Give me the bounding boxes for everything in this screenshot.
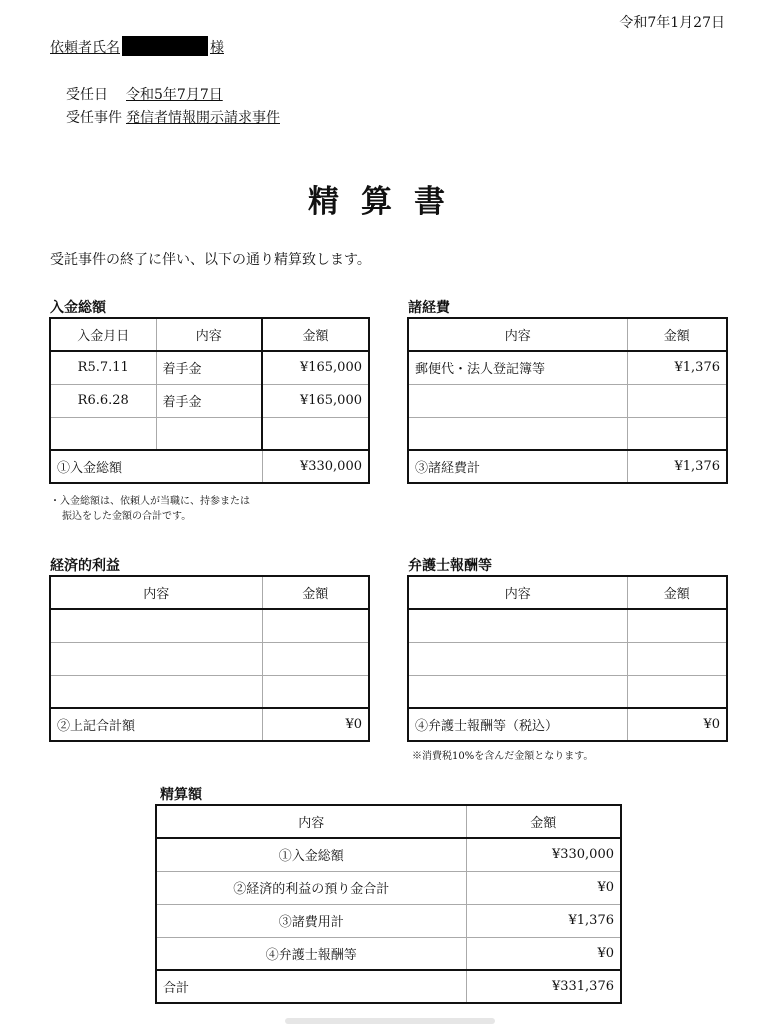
economic-benefit-heading: 経済的利益 xyxy=(50,558,120,574)
settlement-amount: ¥0 xyxy=(466,937,621,970)
table-row xyxy=(156,871,621,904)
col-expense-item: 内容 xyxy=(408,318,627,351)
benefit-item xyxy=(50,675,262,708)
fee-amount xyxy=(627,642,727,675)
settlement-total-amount: ¥331,376 xyxy=(466,970,621,1003)
deposit-amount: ¥165,000 xyxy=(262,384,369,417)
deposit-note xyxy=(50,494,250,524)
deposit-date xyxy=(50,417,156,450)
acceptance-date-value: 令和5年7月7日 xyxy=(126,87,223,103)
table-row xyxy=(156,838,621,871)
table-row xyxy=(50,609,369,642)
table-row xyxy=(50,675,369,708)
settlement-item: ②経済的利益の預り金合計 xyxy=(156,871,466,904)
benefit-total-label: ②上記合計額 xyxy=(50,708,262,741)
attorney-fees-heading: 弁護士報酬等 xyxy=(408,558,492,574)
expense-total-amount: ¥1,376 xyxy=(627,450,727,483)
case-name: 発信者情報開示請求事件 xyxy=(126,110,280,126)
deposits-heading: 入金総額 xyxy=(50,300,106,316)
fee-amount xyxy=(627,675,727,708)
expense-item: 郵便代・法人登記簿等 xyxy=(408,351,627,384)
deposit-date: R6.6.28 xyxy=(50,384,156,417)
table-row xyxy=(408,609,727,642)
expense-amount xyxy=(627,417,727,450)
settlement-item: ④弁護士報酬等 xyxy=(156,937,466,970)
settlement-heading: 精算額 xyxy=(160,787,202,803)
table-row xyxy=(408,351,727,384)
table-row xyxy=(50,642,369,675)
col-deposit-item: 内容 xyxy=(156,318,262,351)
benefit-total-amount: ¥0 xyxy=(262,708,369,741)
benefit-amount xyxy=(262,609,369,642)
expense-total-row xyxy=(408,450,727,483)
deposit-total-amount: ¥330,000 xyxy=(262,450,369,483)
attorney-fees-table xyxy=(407,575,728,742)
table-row xyxy=(408,384,727,417)
col-benefit-item: 内容 xyxy=(50,576,262,609)
fee-total-row xyxy=(408,708,727,741)
settlement-total-row xyxy=(156,970,621,1003)
deposits-table xyxy=(49,317,370,484)
col-settlement-amount: 金額 xyxy=(466,805,621,838)
deposit-amount: ¥165,000 xyxy=(262,351,369,384)
expenses-heading: 諸経費 xyxy=(408,300,450,316)
benefit-item xyxy=(50,642,262,675)
settlement-amount: ¥1,376 xyxy=(466,904,621,937)
fee-total-label: ④弁護士報酬等（税込） xyxy=(408,708,627,741)
settlement-total-label: 合計 xyxy=(156,970,466,1003)
table-row xyxy=(408,675,727,708)
expenses-table xyxy=(407,317,728,484)
client-label: 依頼者氏名 xyxy=(50,40,120,56)
deposit-date: R5.7.11 xyxy=(50,351,156,384)
tax-note: ※消費税10%を含んだ金額となります。 xyxy=(412,751,594,762)
expense-amount: ¥1,376 xyxy=(627,351,727,384)
benefit-amount xyxy=(262,642,369,675)
settlement-table xyxy=(155,804,622,1004)
lead-text: 受託事件の終了に伴い、以下の通り精算致します。 xyxy=(50,252,371,268)
fee-total-amount: ¥0 xyxy=(627,708,727,741)
expense-item xyxy=(408,417,627,450)
deposit-total-label: ①入金総額 xyxy=(50,450,262,483)
table-row xyxy=(50,417,369,450)
deposit-item: 着手金 xyxy=(156,351,262,384)
settlement-amount: ¥330,000 xyxy=(466,838,621,871)
acceptance-date-label: 受任日 xyxy=(66,87,108,103)
document-date: 令和7年1月27日 xyxy=(619,15,725,31)
deposit-total-row xyxy=(50,450,369,483)
benefit-total-row xyxy=(50,708,369,741)
benefit-amount xyxy=(262,675,369,708)
deposit-amount xyxy=(262,417,369,450)
benefit-item xyxy=(50,609,262,642)
case-line xyxy=(66,107,280,127)
document-title: 精算書 xyxy=(308,184,467,220)
page-bottom-shadow xyxy=(285,1018,495,1024)
fee-amount xyxy=(627,609,727,642)
deposit-note-line2: 振込をした金額の合計です。 xyxy=(62,511,192,522)
acceptance-date-line xyxy=(66,84,223,104)
col-deposit-amount: 金額 xyxy=(262,318,369,351)
col-expense-amount: 金額 xyxy=(627,318,727,351)
case-label: 受任事件 xyxy=(66,110,122,126)
col-fee-item: 内容 xyxy=(408,576,627,609)
settlement-amount: ¥0 xyxy=(466,871,621,904)
economic-benefit-table xyxy=(49,575,370,742)
settlement-item: ①入金総額 xyxy=(156,838,466,871)
deposit-item xyxy=(156,417,262,450)
expense-amount xyxy=(627,384,727,417)
table-row xyxy=(50,384,369,417)
fee-item xyxy=(408,675,627,708)
fee-item xyxy=(408,642,627,675)
deposit-item: 着手金 xyxy=(156,384,262,417)
client-name-line xyxy=(50,36,224,57)
redacted-client-name xyxy=(122,36,208,56)
fee-item xyxy=(408,609,627,642)
expense-total-label: ③諸経費計 xyxy=(408,450,627,483)
col-fee-amount: 金額 xyxy=(627,576,727,609)
settlement-item: ③諸費用計 xyxy=(156,904,466,937)
table-row xyxy=(50,351,369,384)
deposit-note-line1: ・入金総額は、依頼人が当職に、持参または xyxy=(50,496,250,507)
col-settlement-item: 内容 xyxy=(156,805,466,838)
table-row xyxy=(156,904,621,937)
col-benefit-amount: 金額 xyxy=(262,576,369,609)
table-row xyxy=(156,937,621,970)
table-row xyxy=(408,642,727,675)
client-suffix: 様 xyxy=(210,40,224,56)
table-row xyxy=(408,417,727,450)
expense-item xyxy=(408,384,627,417)
col-deposit-date: 入金月日 xyxy=(50,318,156,351)
